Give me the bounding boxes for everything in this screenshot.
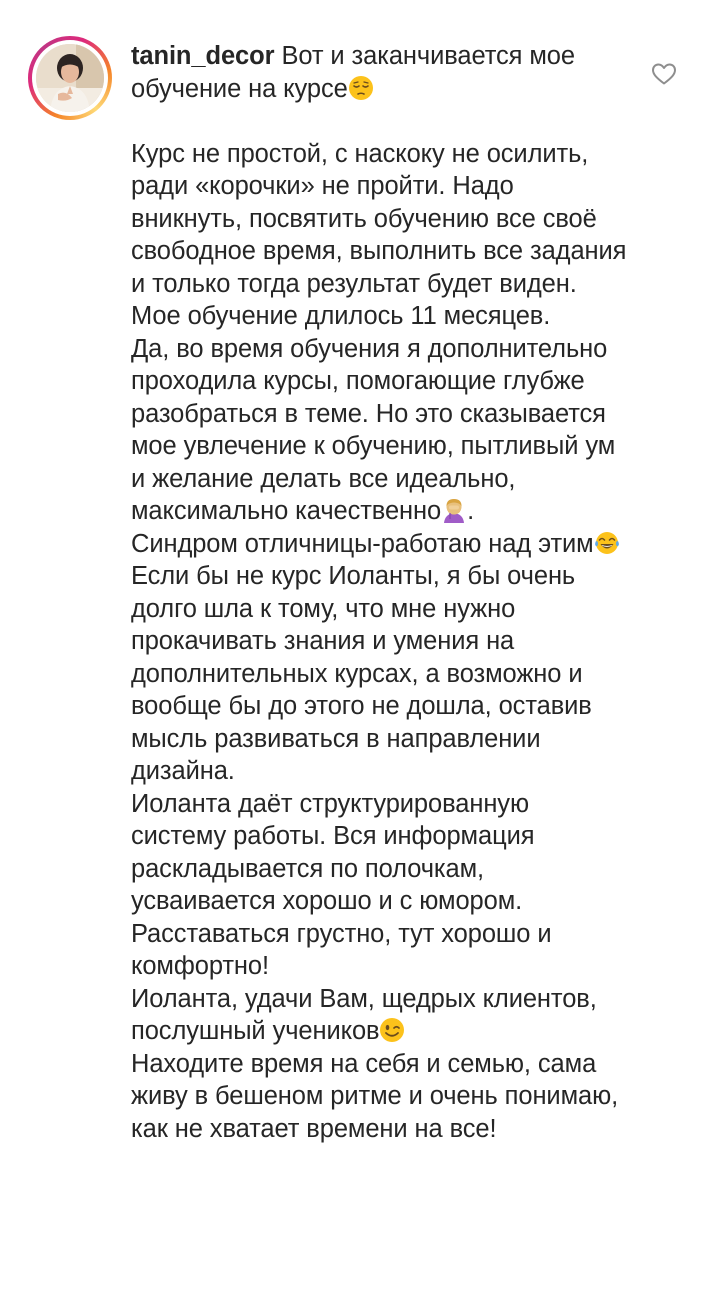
comment-paragraph-8-text: Иоланта, удачи Вам, щедрых клиентов, послушный учеников — [131, 984, 597, 1045]
comment-paragraph-6: Иоланта даёт структурированную систему работы. Вся информация раскладывается по полочкам, усваивается хорошо и с юмором. — [131, 789, 535, 915]
comment-intro — [131, 40, 631, 105]
winking-face-emoji-icon — [379, 1017, 405, 1043]
comment-paragraph-1: Курс не простой, с наскоку не осилить, ради «корочки» не пройти. Надо вникнуть, посвятить обучению все своё свободное время, выполнить все задания и только тогда результат будет виден. — [131, 139, 627, 298]
heart-outline-icon[interactable] — [651, 62, 677, 86]
tears-of-joy-emoji-icon — [594, 530, 620, 556]
comment-body — [131, 40, 631, 1145]
username[interactable]: tanin_decor — [131, 42, 275, 70]
comment-paragraph-5: Если бы не курс Иоланты, я бы очень долго шла к тому, что мне нужно прокачивать знания и умения на дополнительных курсах, а возможно и вообще бы до этого не дошла, оставив мысль развиваться в направлении дизайна. — [131, 562, 592, 785]
woman-facepalming-emoji-icon — [441, 497, 467, 523]
comment-paragraph-4-text: Синдром отличницы-работаю над этим — [131, 529, 594, 558]
comment-paragraph-2: Мое обучение длилось 11 месяцев. — [131, 302, 551, 330]
comment-paragraph-3 — [131, 333, 631, 528]
comment-paragraph-8 — [131, 983, 631, 1048]
comment-paragraph-7: Расставаться грустно, тут хорошо и комфортно! — [131, 919, 552, 980]
pensive-face-emoji-icon — [348, 75, 374, 101]
comment-paragraph-9: Находите время на себя и семью, сама живу в бешеном ритме и очень понимаю, как не хватает времени на все! — [131, 1049, 619, 1143]
avatar-photo — [36, 44, 104, 112]
avatar[interactable] — [36, 44, 104, 112]
comment-intro-text: Вот и заканчивается мое обучение на курсе — [131, 42, 575, 103]
paragraph-spacer — [131, 105, 631, 138]
comment-paragraph-3-text: Да, во время обучения я дополнительно проходила курсы, помогающие глубже разобраться в теме. Но это сказывается мое увлечение к обучению, пытливый ум и желание делать все идеально, максимально качественно — [131, 334, 616, 525]
comment-paragraph-4 — [131, 528, 631, 561]
avatar-story-ring[interactable] — [28, 36, 112, 120]
avatar-gap — [32, 40, 108, 116]
comment-paragraph-3-end: . — [467, 497, 475, 525]
